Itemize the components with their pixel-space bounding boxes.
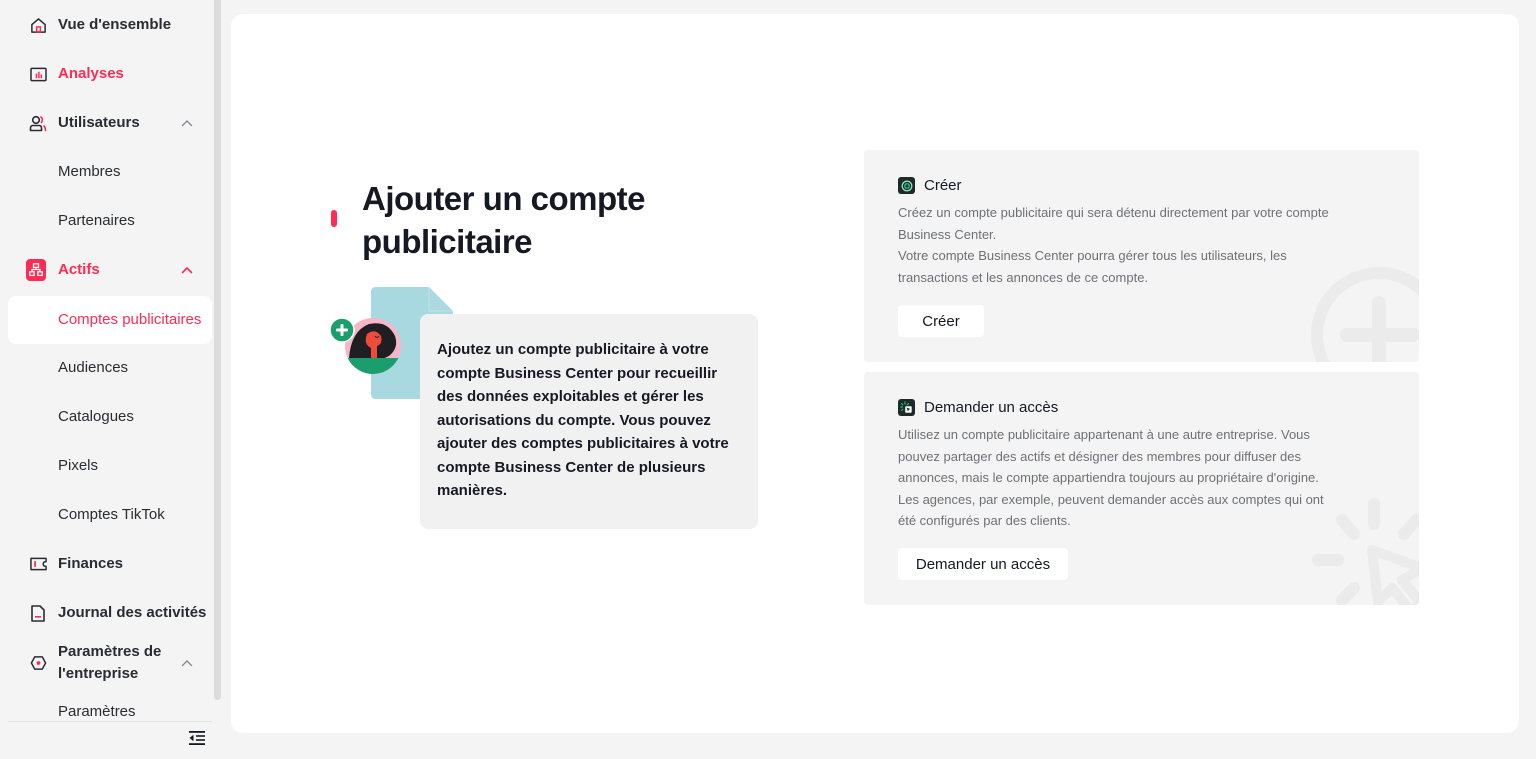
analytics-icon (28, 64, 48, 84)
sidebar-item-label: Finances (58, 555, 124, 572)
sidebar-item-overview[interactable] (8, 3, 212, 47)
request-access-option-title: Demander un accès (924, 399, 1059, 416)
sidebar-item-catalogs[interactable] (8, 395, 212, 439)
page-title-line2: publicitaire (362, 223, 533, 260)
chevron-up-icon[interactable] (180, 656, 194, 670)
sidebar-item-activity-log[interactable] (8, 591, 212, 635)
sidebar-item-label: Vue d'ensemble (58, 16, 172, 33)
page-title-line1: Ajouter un compte (362, 180, 646, 217)
sidebar-item-label: Catalogues (58, 408, 134, 425)
sidebar-item-label: Utilisateurs (58, 114, 140, 131)
users-icon (28, 113, 48, 133)
sidebar-divider (8, 721, 212, 722)
sidebar-item-members[interactable] (8, 150, 212, 194)
sidebar-item-label: Comptes TikTok (58, 506, 165, 523)
main-panel (231, 14, 1519, 733)
collapse-sidebar-icon (188, 730, 206, 751)
request-access-button[interactable]: Demander un accès (898, 548, 1068, 580)
sidebar-item-business-settings[interactable] (8, 638, 212, 688)
sidebar-item-analytics[interactable] (8, 52, 212, 96)
sidebar-item-label: Paramètres (58, 703, 136, 720)
title-accent-bar (331, 210, 337, 227)
request-access-option-header (898, 399, 1058, 416)
sidebar-scrollbar[interactable] (214, 0, 221, 700)
chevron-up-icon[interactable] (180, 263, 194, 277)
settings-icon (28, 653, 48, 673)
home-icon (28, 15, 48, 35)
assets-icon (26, 260, 46, 280)
sidebar-item-label: Actifs (58, 261, 100, 278)
create-button[interactable]: Créer (898, 305, 984, 337)
sidebar-item-label: Comptes publicitaires (58, 311, 202, 328)
sidebar-item-label: Audiences (58, 359, 129, 376)
create-option-title: Créer (924, 177, 962, 194)
chevron-up-icon[interactable] (180, 116, 194, 130)
sidebar-item-label: Partenaires (58, 212, 135, 229)
wallet-icon (28, 554, 48, 574)
request-access-option-card (864, 372, 1419, 605)
sidebar-item-label-line2: l'entreprise (58, 665, 139, 682)
sidebar-item-tiktok-accounts[interactable] (8, 493, 212, 537)
collapse-sidebar-button[interactable] (186, 730, 208, 750)
sidebar-item-pixels[interactable] (8, 444, 212, 488)
request-access-option-description: Utilisez un compte publicitaire appartenant à une autre entreprise. Vous pouvez partager des actifs et désigner des membres pour diffuser des annonces, mais le compte appartiendra toujours au propriétaire d'origine. Les agences, par exemple, peuvent demander accès aux comptes qui ont été configurés par des clients. (898, 427, 1324, 528)
document-icon (28, 603, 48, 623)
create-description-line2: Votre compte Business Center pourra gérer tous les utilisateurs, les transactions et les annonces de ce compte. (898, 248, 1287, 285)
page-title (362, 177, 722, 263)
intro-text: Ajoutez un compte publicitaire à votre compte Business Center pour recueillir des données exploitables et gérer les autorisations du compte. Vous pouvez ajouter des comptes publicitaires à votre compte Business Center de plusieurs manières. (437, 341, 729, 499)
sidebar-item-finances[interactable] (8, 542, 212, 586)
sidebar-item-label: Journal des activités (58, 604, 207, 621)
sidebar-item-assets[interactable] (8, 248, 212, 292)
sidebar-item-users[interactable] (8, 101, 212, 145)
sidebar-item-audiences[interactable] (8, 346, 212, 390)
sidebar-item-label: Analyses (58, 65, 124, 82)
sidebar (0, 0, 224, 759)
create-plus-icon (898, 177, 915, 194)
create-option-header (898, 177, 962, 194)
create-description-line1: Créez un compte publicitaire qui sera détenu directement par votre compte Business Center. (898, 205, 1329, 242)
intro-card (420, 314, 758, 529)
sidebar-item-ad-accounts[interactable] (8, 296, 212, 344)
sidebar-item-label: Membres (58, 163, 121, 180)
sidebar-nav (0, 0, 212, 722)
sidebar-item-label: Pixels (58, 457, 99, 474)
sidebar-item-label: Paramètres de (58, 643, 162, 660)
sidebar-item-partners[interactable] (8, 199, 212, 243)
request-access-icon (898, 399, 915, 416)
sidebar-item-settings[interactable] (8, 690, 212, 722)
create-option-description (898, 202, 1338, 288)
create-option-card (864, 150, 1419, 362)
